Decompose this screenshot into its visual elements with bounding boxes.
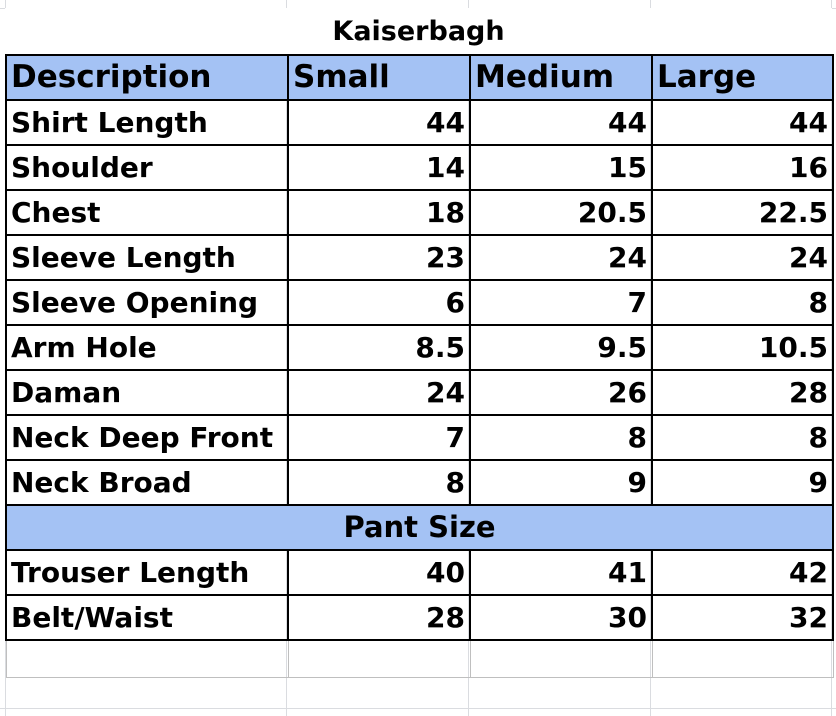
small-value-cell[interactable]: 8 xyxy=(288,460,470,505)
row-label-cell[interactable]: Shirt Length xyxy=(6,100,288,145)
small-value-cell[interactable]: 18 xyxy=(288,190,470,235)
row-label-cell[interactable]: Chest xyxy=(6,190,288,235)
row-label-cell[interactable]: Shoulder xyxy=(6,145,288,190)
medium-value-cell[interactable]: 7 xyxy=(470,280,652,325)
empty-cell[interactable] xyxy=(288,640,470,678)
header-cell-description[interactable]: Description xyxy=(6,55,288,100)
table-row xyxy=(6,325,833,370)
medium-value-cell[interactable]: 44 xyxy=(470,100,652,145)
table-row xyxy=(6,595,833,640)
medium-value-cell[interactable]: 26 xyxy=(470,370,652,415)
large-value-cell[interactable]: 10.5 xyxy=(652,325,833,370)
medium-value-cell[interactable]: 30 xyxy=(470,595,652,640)
large-value-cell[interactable]: 28 xyxy=(652,370,833,415)
large-value-cell[interactable]: 42 xyxy=(652,550,833,595)
header-row xyxy=(6,55,833,100)
table-row xyxy=(6,100,833,145)
row-label-cell[interactable]: Sleeve Opening xyxy=(6,280,288,325)
row-label-cell[interactable]: Belt/Waist xyxy=(6,595,288,640)
empty-cell[interactable] xyxy=(6,640,288,678)
large-value-cell[interactable]: 44 xyxy=(652,100,833,145)
header-cell-small[interactable]: Small xyxy=(288,55,470,100)
medium-value-cell[interactable]: 8 xyxy=(470,415,652,460)
header-cell-medium[interactable]: Medium xyxy=(470,55,652,100)
size-chart-table xyxy=(5,54,834,678)
large-value-cell[interactable]: 9 xyxy=(652,460,833,505)
small-value-cell[interactable]: 28 xyxy=(288,595,470,640)
medium-value-cell[interactable]: 15 xyxy=(470,145,652,190)
empty-cell[interactable] xyxy=(652,640,833,678)
medium-value-cell[interactable]: 20.5 xyxy=(470,190,652,235)
row-label-cell[interactable]: Sleeve Length xyxy=(6,235,288,280)
table-row xyxy=(6,145,833,190)
table-row xyxy=(6,280,833,325)
empty-row xyxy=(6,640,833,678)
small-value-cell[interactable]: 6 xyxy=(288,280,470,325)
small-value-cell[interactable]: 40 xyxy=(288,550,470,595)
table-row xyxy=(6,415,833,460)
header-cell-large[interactable]: Large xyxy=(652,55,833,100)
large-value-cell[interactable]: 8 xyxy=(652,415,833,460)
medium-value-cell[interactable]: 9.5 xyxy=(470,325,652,370)
small-value-cell[interactable]: 23 xyxy=(288,235,470,280)
large-value-cell[interactable]: 32 xyxy=(652,595,833,640)
table-row xyxy=(6,550,833,595)
section-header-row xyxy=(6,505,833,550)
table-row xyxy=(6,460,833,505)
sheet-title[interactable]: Kaiserbagh xyxy=(5,8,832,54)
table-row xyxy=(6,235,833,280)
medium-value-cell[interactable]: 24 xyxy=(470,235,652,280)
empty-cell[interactable] xyxy=(470,640,652,678)
small-value-cell[interactable]: 14 xyxy=(288,145,470,190)
gridline xyxy=(0,708,836,709)
large-value-cell[interactable]: 22.5 xyxy=(652,190,833,235)
table-row xyxy=(6,370,833,415)
medium-value-cell[interactable]: 41 xyxy=(470,550,652,595)
pant-size-section-cell[interactable]: Pant Size xyxy=(6,505,833,550)
table-row xyxy=(6,190,833,235)
row-label-cell[interactable]: Arm Hole xyxy=(6,325,288,370)
row-label-cell[interactable]: Trouser Length xyxy=(6,550,288,595)
small-value-cell[interactable]: 24 xyxy=(288,370,470,415)
row-label-cell[interactable]: Neck Deep Front xyxy=(6,415,288,460)
medium-value-cell[interactable]: 9 xyxy=(470,460,652,505)
large-value-cell[interactable]: 24 xyxy=(652,235,833,280)
large-value-cell[interactable]: 8 xyxy=(652,280,833,325)
small-value-cell[interactable]: 44 xyxy=(288,100,470,145)
small-value-cell[interactable]: 8.5 xyxy=(288,325,470,370)
row-label-cell[interactable]: Daman xyxy=(6,370,288,415)
large-value-cell[interactable]: 16 xyxy=(652,145,833,190)
row-label-cell[interactable]: Neck Broad xyxy=(6,460,288,505)
small-value-cell[interactable]: 7 xyxy=(288,415,470,460)
